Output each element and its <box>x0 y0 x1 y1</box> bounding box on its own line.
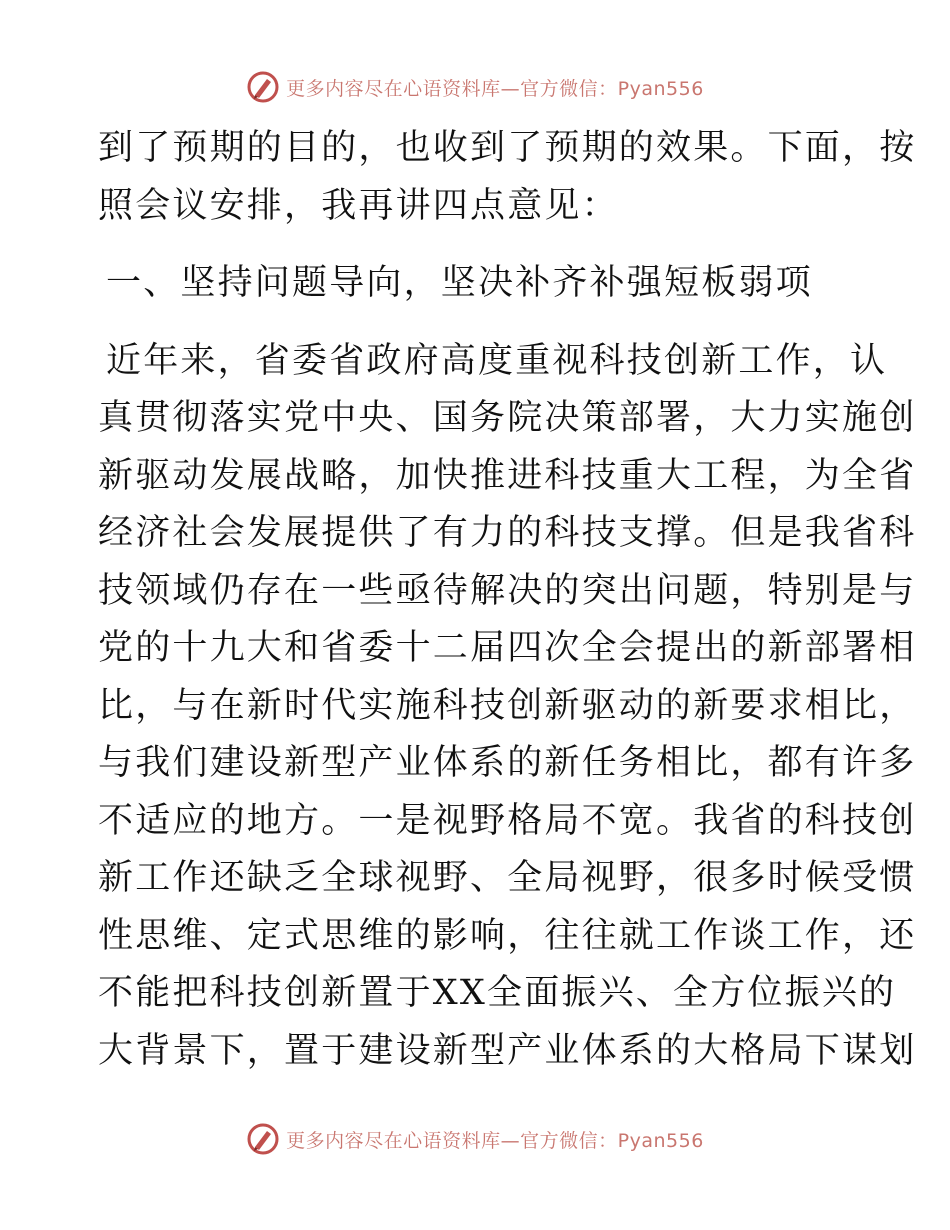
watermark-contact: 官方微信：Pyan556 <box>520 1129 704 1152</box>
text-line: 大背景下，置于建设新型产业体系的大格局下谋划 <box>98 1030 917 1071</box>
text-line: 不适应的地方。一是视野格局不宽。我省的科技创 <box>98 800 917 841</box>
document-body <box>98 120 917 1080</box>
text-line: 与我们建设新型产业体系的新任务相比，都有许多 <box>98 743 917 783</box>
text-line: 经济社会发展提供了有力的科技支撑。但是我省科 <box>98 513 917 553</box>
watermark-brand: 更多内容尽在心语资料库 <box>286 1129 501 1152</box>
header-watermark <box>0 70 950 104</box>
text-line: 到了预期的目的，也收到了预期的效果。下面，按 <box>98 128 917 168</box>
text-line: 比，与在新时代实施科技创新驱动的新要求相比， <box>98 685 917 726</box>
pen-logo-icon <box>246 70 280 104</box>
watermark-separator: — <box>500 77 521 100</box>
text-line: 党的十九大和省委十二届四次全会提出的新部署相 <box>98 628 917 668</box>
text-line: 照会议安排，我再讲四点意见： <box>98 185 619 226</box>
text-line: 新驱动发展战略，加快推进科技重大工程，为全省 <box>98 455 917 496</box>
text-line: 不能把科技创新置于XX全面振兴、全方位振兴的 <box>98 973 897 1013</box>
section-heading: 一、坚持问题导向，坚决补齐补强短板弱项 <box>106 263 813 303</box>
text-line: 新工作还缺乏全球视野、全局视野，很多时候受惯 <box>98 858 917 898</box>
watermark-contact: 官方微信：Pyan556 <box>520 77 704 100</box>
footer-watermark <box>0 1122 950 1156</box>
watermark-text <box>286 74 704 101</box>
text-line: 真贯彻落实党中央、国务院决策部署，大力实施创 <box>98 398 917 438</box>
watermark-separator: — <box>500 1129 521 1152</box>
watermark-text <box>286 1126 704 1153</box>
watermark-brand: 更多内容尽在心语资料库 <box>286 77 501 100</box>
text-line: 性思维、定式思维的影响，往往就工作谈工作，还 <box>98 915 917 956</box>
pen-logo-icon <box>246 1122 280 1156</box>
text-line: 技领域仍存在一些亟待解决的突出问题，特别是与 <box>98 570 917 611</box>
text-line: 近年来，省委省政府高度重视科技创新工作，认 <box>106 340 888 381</box>
